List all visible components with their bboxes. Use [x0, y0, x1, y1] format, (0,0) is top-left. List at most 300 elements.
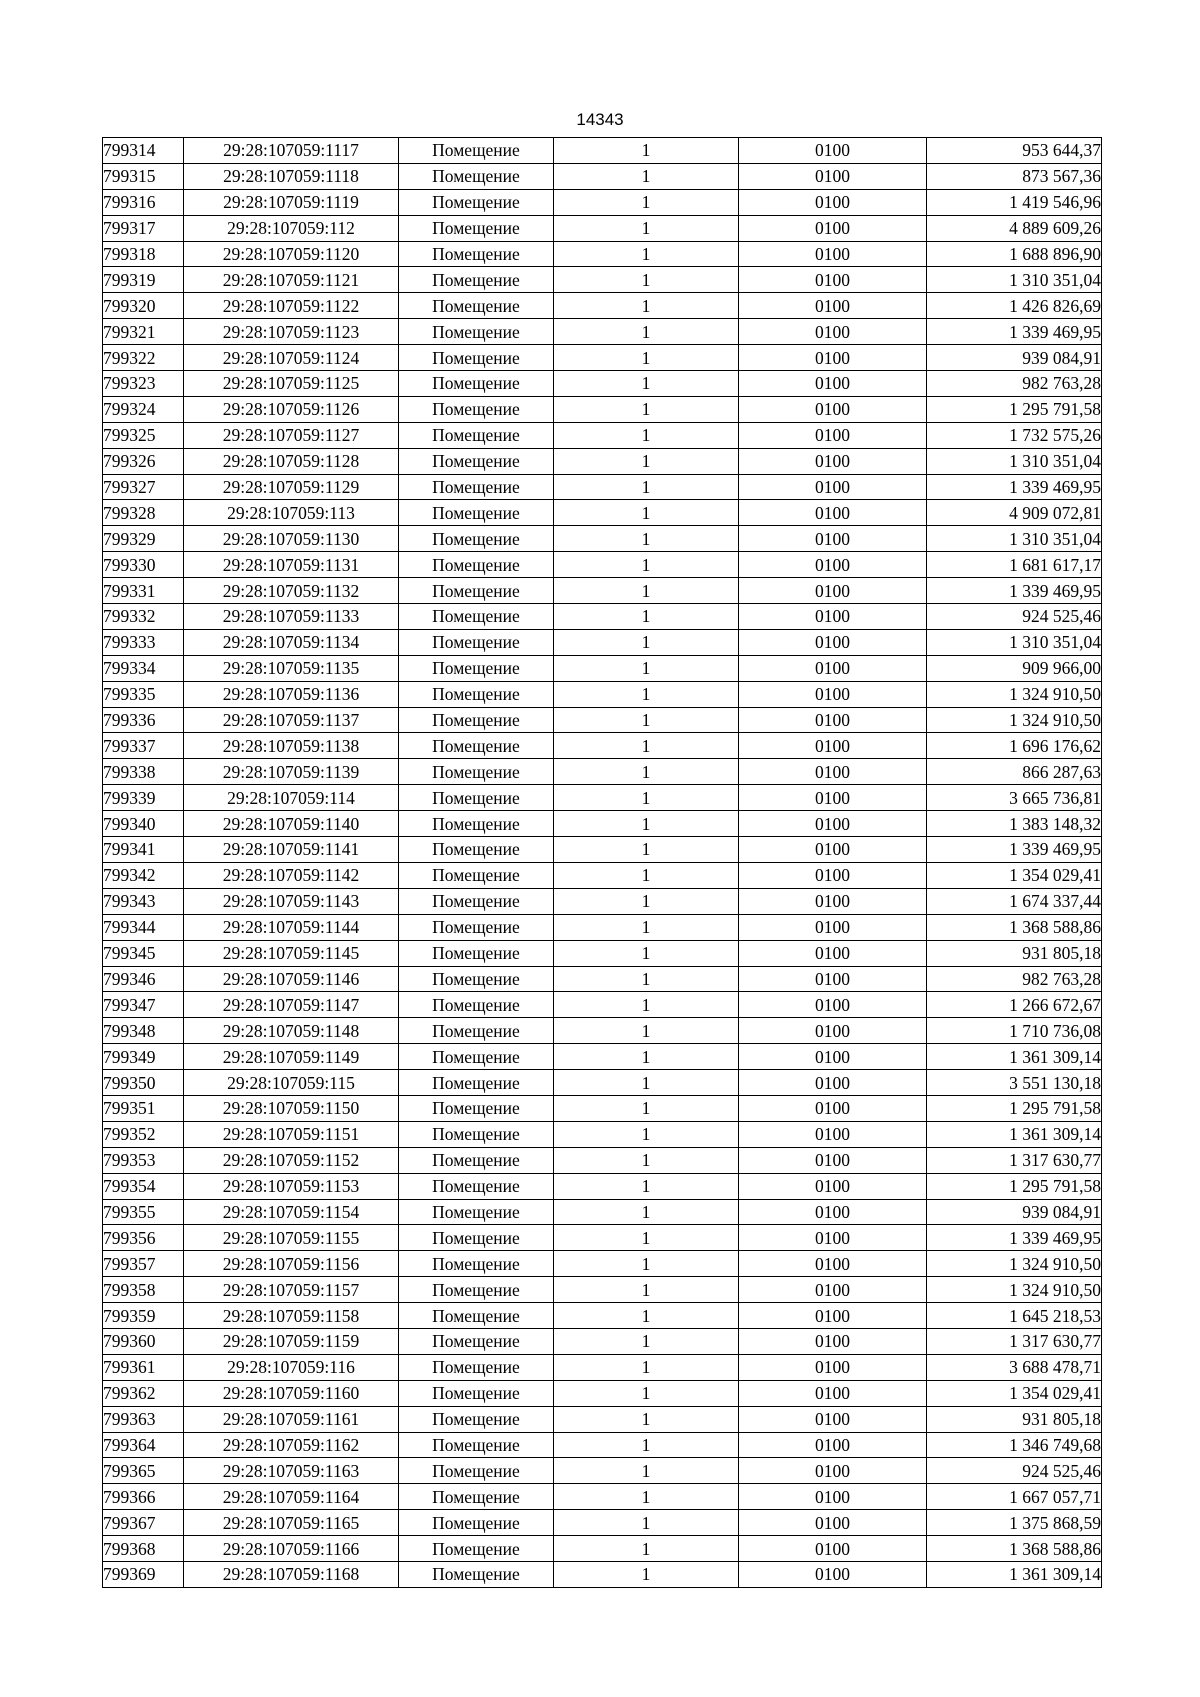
code-cell: 0100	[739, 422, 927, 448]
row-number-cell: 799347	[103, 992, 184, 1018]
object-type-cell: Помещение	[399, 422, 554, 448]
row-number-cell: 799343	[103, 888, 184, 914]
object-type-cell: Помещение	[399, 604, 554, 630]
row-number-cell: 799328	[103, 500, 184, 526]
object-type-cell: Помещение	[399, 138, 554, 164]
cadastral-value-cell: 1 361 309,14	[927, 1561, 1102, 1587]
quantity-cell: 1	[554, 733, 739, 759]
cadastral-value-cell: 1 295 791,58	[927, 396, 1102, 422]
quantity-cell: 1	[554, 578, 739, 604]
quantity-cell: 1	[554, 396, 739, 422]
cadastral-value-cell: 1 324 910,50	[927, 681, 1102, 707]
table-row	[103, 1070, 1102, 1096]
cadastral-number-cell: 29:28:107059:1149	[184, 1044, 399, 1070]
row-number-cell: 799325	[103, 422, 184, 448]
quantity-cell: 1	[554, 1251, 739, 1277]
cadastral-number-cell: 29:28:107059:1142	[184, 862, 399, 888]
code-cell: 0100	[739, 345, 927, 371]
row-number-cell: 799352	[103, 1121, 184, 1147]
object-type-cell: Помещение	[399, 1018, 554, 1044]
object-type-cell: Помещение	[399, 293, 554, 319]
code-cell: 0100	[739, 914, 927, 940]
table-row	[103, 1458, 1102, 1484]
code-cell: 0100	[739, 1561, 927, 1587]
object-type-cell: Помещение	[399, 578, 554, 604]
quantity-cell: 1	[554, 1380, 739, 1406]
table-row	[103, 629, 1102, 655]
object-type-cell: Помещение	[399, 992, 554, 1018]
cadastral-value-cell: 873 567,36	[927, 163, 1102, 189]
object-type-cell: Помещение	[399, 1044, 554, 1070]
object-type-cell: Помещение	[399, 759, 554, 785]
cadastral-value-cell: 1 317 630,77	[927, 1147, 1102, 1173]
cadastral-value-cell: 3 551 130,18	[927, 1070, 1102, 1096]
object-type-cell: Помещение	[399, 1095, 554, 1121]
quantity-cell: 1	[554, 1406, 739, 1432]
row-number-cell: 799354	[103, 1173, 184, 1199]
table-row	[103, 837, 1102, 863]
object-type-cell: Помещение	[399, 862, 554, 888]
cadastral-number-cell: 29:28:107059:1131	[184, 552, 399, 578]
cadastral-value-cell: 982 763,28	[927, 966, 1102, 992]
table-row	[103, 448, 1102, 474]
row-number-cell: 799319	[103, 267, 184, 293]
cadastral-number-cell: 29:28:107059:1126	[184, 396, 399, 422]
object-type-cell: Помещение	[399, 371, 554, 397]
row-number-cell: 799315	[103, 163, 184, 189]
code-cell: 0100	[739, 1406, 927, 1432]
object-type-cell: Помещение	[399, 163, 554, 189]
table-row	[103, 1018, 1102, 1044]
cadastral-value-cell: 939 084,91	[927, 1199, 1102, 1225]
object-type-cell: Помещение	[399, 837, 554, 863]
object-type-cell: Помещение	[399, 448, 554, 474]
quantity-cell: 1	[554, 1328, 739, 1354]
object-type-cell: Помещение	[399, 1458, 554, 1484]
code-cell: 0100	[739, 1199, 927, 1225]
code-cell: 0100	[739, 1277, 927, 1303]
row-number-cell: 799330	[103, 552, 184, 578]
cadastral-number-cell: 29:28:107059:1122	[184, 293, 399, 319]
code-cell: 0100	[739, 396, 927, 422]
cadastral-value-cell: 1 710 736,08	[927, 1018, 1102, 1044]
code-cell: 0100	[739, 163, 927, 189]
row-number-cell: 799336	[103, 707, 184, 733]
cadastral-value-cell: 1 295 791,58	[927, 1173, 1102, 1199]
row-number-cell: 799342	[103, 862, 184, 888]
cadastral-value-cell: 1 339 469,95	[927, 319, 1102, 345]
cadastral-number-cell: 29:28:107059:1152	[184, 1147, 399, 1173]
cadastral-number-cell: 29:28:107059:116	[184, 1354, 399, 1380]
cadastral-value-cell: 1 375 868,59	[927, 1510, 1102, 1536]
cadastral-number-cell: 29:28:107059:1151	[184, 1121, 399, 1147]
code-cell: 0100	[739, 1121, 927, 1147]
cadastral-number-cell: 29:28:107059:1130	[184, 526, 399, 552]
cadastral-number-cell: 29:28:107059:1161	[184, 1406, 399, 1432]
row-number-cell: 799333	[103, 629, 184, 655]
table-row	[103, 1199, 1102, 1225]
code-cell: 0100	[739, 1070, 927, 1096]
cadastral-number-cell: 29:28:107059:1138	[184, 733, 399, 759]
cadastral-value-cell: 1 295 791,58	[927, 1095, 1102, 1121]
table-row	[103, 267, 1102, 293]
code-cell: 0100	[739, 1354, 927, 1380]
cadastral-value-cell: 1 667 057,71	[927, 1484, 1102, 1510]
cadastral-value-cell: 1 674 337,44	[927, 888, 1102, 914]
cadastral-number-cell: 29:28:107059:1133	[184, 604, 399, 630]
object-type-cell: Помещение	[399, 1561, 554, 1587]
cadastral-number-cell: 29:28:107059:1165	[184, 1510, 399, 1536]
code-cell: 0100	[739, 837, 927, 863]
row-number-cell: 799332	[103, 604, 184, 630]
table-row	[103, 1432, 1102, 1458]
quantity-cell: 1	[554, 1121, 739, 1147]
quantity-cell: 1	[554, 215, 739, 241]
cadastral-value-cell: 1 310 351,04	[927, 448, 1102, 474]
cadastral-value-cell: 1 317 630,77	[927, 1328, 1102, 1354]
quantity-cell: 1	[554, 474, 739, 500]
row-number-cell: 799356	[103, 1225, 184, 1251]
cadastral-value-cell: 1 324 910,50	[927, 1251, 1102, 1277]
quantity-cell: 1	[554, 681, 739, 707]
cadastral-value-cell: 1 688 896,90	[927, 241, 1102, 267]
code-cell: 0100	[739, 1484, 927, 1510]
row-number-cell: 799318	[103, 241, 184, 267]
cadastral-value-cell: 909 966,00	[927, 655, 1102, 681]
object-type-cell: Помещение	[399, 914, 554, 940]
object-type-cell: Помещение	[399, 681, 554, 707]
cadastral-value-cell: 1 324 910,50	[927, 707, 1102, 733]
row-number-cell: 799346	[103, 966, 184, 992]
object-type-cell: Помещение	[399, 241, 554, 267]
cadastral-value-cell: 3 665 736,81	[927, 785, 1102, 811]
table-row	[103, 578, 1102, 604]
table-row	[103, 1225, 1102, 1251]
cadastral-number-cell: 29:28:107059:1139	[184, 759, 399, 785]
quantity-cell: 1	[554, 940, 739, 966]
code-cell: 0100	[739, 1225, 927, 1251]
table-row	[103, 163, 1102, 189]
table-row	[103, 759, 1102, 785]
cadastral-number-cell: 29:28:107059:115	[184, 1070, 399, 1096]
code-cell: 0100	[739, 1328, 927, 1354]
cadastral-number-cell: 29:28:107059:1119	[184, 189, 399, 215]
table-row	[103, 500, 1102, 526]
quantity-cell: 1	[554, 241, 739, 267]
quantity-cell: 1	[554, 759, 739, 785]
cadastral-value-cell: 1 266 672,67	[927, 992, 1102, 1018]
quantity-cell: 1	[554, 966, 739, 992]
table-row	[103, 1095, 1102, 1121]
object-type-cell: Помещение	[399, 1251, 554, 1277]
table-row	[103, 888, 1102, 914]
object-type-cell: Помещение	[399, 1510, 554, 1536]
row-number-cell: 799326	[103, 448, 184, 474]
cadastral-number-cell: 29:28:107059:1146	[184, 966, 399, 992]
quantity-cell: 1	[554, 992, 739, 1018]
cadastral-number-cell: 29:28:107059:1132	[184, 578, 399, 604]
quantity-cell: 1	[554, 707, 739, 733]
cadastral-number-cell: 29:28:107059:1162	[184, 1432, 399, 1458]
row-number-cell: 799314	[103, 138, 184, 164]
table-row	[103, 1536, 1102, 1562]
cadastral-value-cell: 1 361 309,14	[927, 1044, 1102, 1070]
quantity-cell: 1	[554, 552, 739, 578]
cadastral-value-cell: 1 368 588,86	[927, 1536, 1102, 1562]
row-number-cell: 799351	[103, 1095, 184, 1121]
cadastral-value-cell: 1 354 029,41	[927, 862, 1102, 888]
cadastral-value-cell: 1 696 176,62	[927, 733, 1102, 759]
cadastral-value-cell: 1 426 826,69	[927, 293, 1102, 319]
cadastral-value-cell: 1 339 469,95	[927, 474, 1102, 500]
quantity-cell: 1	[554, 862, 739, 888]
object-type-cell: Помещение	[399, 552, 554, 578]
object-type-cell: Помещение	[399, 811, 554, 837]
table-row	[103, 1251, 1102, 1277]
object-type-cell: Помещение	[399, 785, 554, 811]
cadastral-number-cell: 29:28:107059:1135	[184, 655, 399, 681]
object-type-cell: Помещение	[399, 966, 554, 992]
code-cell: 0100	[739, 1251, 927, 1277]
code-cell: 0100	[739, 1095, 927, 1121]
code-cell: 0100	[739, 1173, 927, 1199]
quantity-cell: 1	[554, 500, 739, 526]
row-number-cell: 799349	[103, 1044, 184, 1070]
cadastral-number-cell: 29:28:107059:1154	[184, 1199, 399, 1225]
object-type-cell: Помещение	[399, 500, 554, 526]
object-type-cell: Помещение	[399, 1536, 554, 1562]
code-cell: 0100	[739, 267, 927, 293]
code-cell: 0100	[739, 293, 927, 319]
quantity-cell: 1	[554, 163, 739, 189]
row-number-cell: 799331	[103, 578, 184, 604]
quantity-cell: 1	[554, 138, 739, 164]
code-cell: 0100	[739, 500, 927, 526]
object-type-cell: Помещение	[399, 707, 554, 733]
cadastral-number-cell: 29:28:107059:1147	[184, 992, 399, 1018]
row-number-cell: 799334	[103, 655, 184, 681]
cadastral-number-cell: 29:28:107059:1164	[184, 1484, 399, 1510]
cadastral-number-cell: 29:28:107059:1166	[184, 1536, 399, 1562]
code-cell: 0100	[739, 1018, 927, 1044]
cadastral-value-cell: 924 525,46	[927, 1458, 1102, 1484]
cadastral-number-cell: 29:28:107059:112	[184, 215, 399, 241]
object-type-cell: Помещение	[399, 1406, 554, 1432]
quantity-cell: 1	[554, 448, 739, 474]
table-row	[103, 1121, 1102, 1147]
cadastral-number-cell: 29:28:107059:1129	[184, 474, 399, 500]
table-row	[103, 785, 1102, 811]
table-row	[103, 1044, 1102, 1070]
quantity-cell: 1	[554, 1303, 739, 1329]
quantity-cell: 1	[554, 189, 739, 215]
cadastral-number-cell: 29:28:107059:1120	[184, 241, 399, 267]
object-type-cell: Помещение	[399, 1070, 554, 1096]
cadastral-number-cell: 29:28:107059:1145	[184, 940, 399, 966]
cadastral-value-cell: 1 339 469,95	[927, 1225, 1102, 1251]
object-type-cell: Помещение	[399, 629, 554, 655]
object-type-cell: Помещение	[399, 1199, 554, 1225]
code-cell: 0100	[739, 1380, 927, 1406]
cadastral-number-cell: 29:28:107059:1141	[184, 837, 399, 863]
cadastral-number-cell: 29:28:107059:1117	[184, 138, 399, 164]
cadastral-value-table	[102, 137, 1102, 1588]
table-row	[103, 707, 1102, 733]
object-type-cell: Помещение	[399, 1173, 554, 1199]
quantity-cell: 1	[554, 1432, 739, 1458]
table-row	[103, 526, 1102, 552]
code-cell: 0100	[739, 1044, 927, 1070]
row-number-cell: 799327	[103, 474, 184, 500]
code-cell: 0100	[739, 552, 927, 578]
cadastral-value-cell: 3 688 478,71	[927, 1354, 1102, 1380]
cadastral-value-cell: 953 644,37	[927, 138, 1102, 164]
cadastral-number-cell: 29:28:107059:1155	[184, 1225, 399, 1251]
object-type-cell: Помещение	[399, 940, 554, 966]
object-type-cell: Помещение	[399, 655, 554, 681]
row-number-cell: 799344	[103, 914, 184, 940]
row-number-cell: 799366	[103, 1484, 184, 1510]
row-number-cell: 799345	[103, 940, 184, 966]
cadastral-number-cell: 29:28:107059:1163	[184, 1458, 399, 1484]
cadastral-value-cell: 1 346 749,68	[927, 1432, 1102, 1458]
code-cell: 0100	[739, 604, 927, 630]
row-number-cell: 799360	[103, 1328, 184, 1354]
object-type-cell: Помещение	[399, 888, 554, 914]
quantity-cell: 1	[554, 1354, 739, 1380]
table-row	[103, 733, 1102, 759]
table-row	[103, 1277, 1102, 1303]
quantity-cell: 1	[554, 1484, 739, 1510]
code-cell: 0100	[739, 862, 927, 888]
row-number-cell: 799320	[103, 293, 184, 319]
cadastral-value-cell: 1 324 910,50	[927, 1277, 1102, 1303]
table-row	[103, 474, 1102, 500]
cadastral-number-cell: 29:28:107059:1157	[184, 1277, 399, 1303]
table-row	[103, 422, 1102, 448]
row-number-cell: 799368	[103, 1536, 184, 1562]
code-cell: 0100	[739, 1536, 927, 1562]
quantity-cell: 1	[554, 1561, 739, 1587]
row-number-cell: 799316	[103, 189, 184, 215]
table-row	[103, 1380, 1102, 1406]
object-type-cell: Помещение	[399, 1380, 554, 1406]
cadastral-value-cell: 1 339 469,95	[927, 837, 1102, 863]
object-type-cell: Помещение	[399, 345, 554, 371]
object-type-cell: Помещение	[399, 474, 554, 500]
row-number-cell: 799358	[103, 1277, 184, 1303]
row-number-cell: 799361	[103, 1354, 184, 1380]
row-number-cell: 799335	[103, 681, 184, 707]
quantity-cell: 1	[554, 785, 739, 811]
code-cell: 0100	[739, 888, 927, 914]
cadastral-number-cell: 29:28:107059:114	[184, 785, 399, 811]
code-cell: 0100	[739, 526, 927, 552]
quantity-cell: 1	[554, 371, 739, 397]
code-cell: 0100	[739, 189, 927, 215]
quantity-cell: 1	[554, 1070, 739, 1096]
cadastral-value-cell: 1 354 029,41	[927, 1380, 1102, 1406]
object-type-cell: Помещение	[399, 319, 554, 345]
code-cell: 0100	[739, 759, 927, 785]
row-number-cell: 799367	[103, 1510, 184, 1536]
code-cell: 0100	[739, 707, 927, 733]
code-cell: 0100	[739, 371, 927, 397]
cadastral-number-cell: 29:28:107059:1156	[184, 1251, 399, 1277]
code-cell: 0100	[739, 1510, 927, 1536]
quantity-cell: 1	[554, 1095, 739, 1121]
code-cell: 0100	[739, 448, 927, 474]
table-row	[103, 1510, 1102, 1536]
object-type-cell: Помещение	[399, 526, 554, 552]
row-number-cell: 799339	[103, 785, 184, 811]
page-number: 14343	[576, 110, 624, 129]
table-row	[103, 681, 1102, 707]
cadastral-value-cell: 866 287,63	[927, 759, 1102, 785]
cadastral-value-cell: 939 084,91	[927, 345, 1102, 371]
table-row	[103, 345, 1102, 371]
table-row	[103, 1173, 1102, 1199]
quantity-cell: 1	[554, 888, 739, 914]
code-cell: 0100	[739, 1303, 927, 1329]
object-type-cell: Помещение	[399, 189, 554, 215]
quantity-cell: 1	[554, 1018, 739, 1044]
table-row	[103, 1406, 1102, 1432]
cadastral-number-cell: 29:28:107059:1125	[184, 371, 399, 397]
quantity-cell: 1	[554, 1277, 739, 1303]
row-number-cell: 799364	[103, 1432, 184, 1458]
row-number-cell: 799324	[103, 396, 184, 422]
table-row	[103, 552, 1102, 578]
table-row	[103, 319, 1102, 345]
cadastral-number-cell: 29:28:107059:1153	[184, 1173, 399, 1199]
table-row	[103, 1147, 1102, 1173]
row-number-cell: 799338	[103, 759, 184, 785]
code-cell: 0100	[739, 474, 927, 500]
table-row	[103, 1303, 1102, 1329]
cadastral-value-cell: 1 732 575,26	[927, 422, 1102, 448]
quantity-cell: 1	[554, 345, 739, 371]
code-cell: 0100	[739, 629, 927, 655]
quantity-cell: 1	[554, 526, 739, 552]
cadastral-value-cell: 1 310 351,04	[927, 526, 1102, 552]
cadastral-number-cell: 29:28:107059:1144	[184, 914, 399, 940]
table-row	[103, 215, 1102, 241]
object-type-cell: Помещение	[399, 1303, 554, 1329]
cadastral-number-cell: 29:28:107059:1148	[184, 1018, 399, 1044]
table-row	[103, 241, 1102, 267]
code-cell: 0100	[739, 241, 927, 267]
code-cell: 0100	[739, 992, 927, 1018]
cadastral-value-cell: 1 645 218,53	[927, 1303, 1102, 1329]
object-type-cell: Помещение	[399, 215, 554, 241]
code-cell: 0100	[739, 681, 927, 707]
row-number-cell: 799341	[103, 837, 184, 863]
cadastral-value-cell: 931 805,18	[927, 1406, 1102, 1432]
table-body	[103, 138, 1102, 1588]
table-row	[103, 138, 1102, 164]
quantity-cell: 1	[554, 914, 739, 940]
code-cell: 0100	[739, 1432, 927, 1458]
quantity-cell: 1	[554, 1458, 739, 1484]
object-type-cell: Помещение	[399, 1328, 554, 1354]
table-row	[103, 811, 1102, 837]
row-number-cell: 799348	[103, 1018, 184, 1044]
cadastral-number-cell: 29:28:107059:1128	[184, 448, 399, 474]
object-type-cell: Помещение	[399, 1121, 554, 1147]
table-row	[103, 992, 1102, 1018]
table-row	[103, 604, 1102, 630]
